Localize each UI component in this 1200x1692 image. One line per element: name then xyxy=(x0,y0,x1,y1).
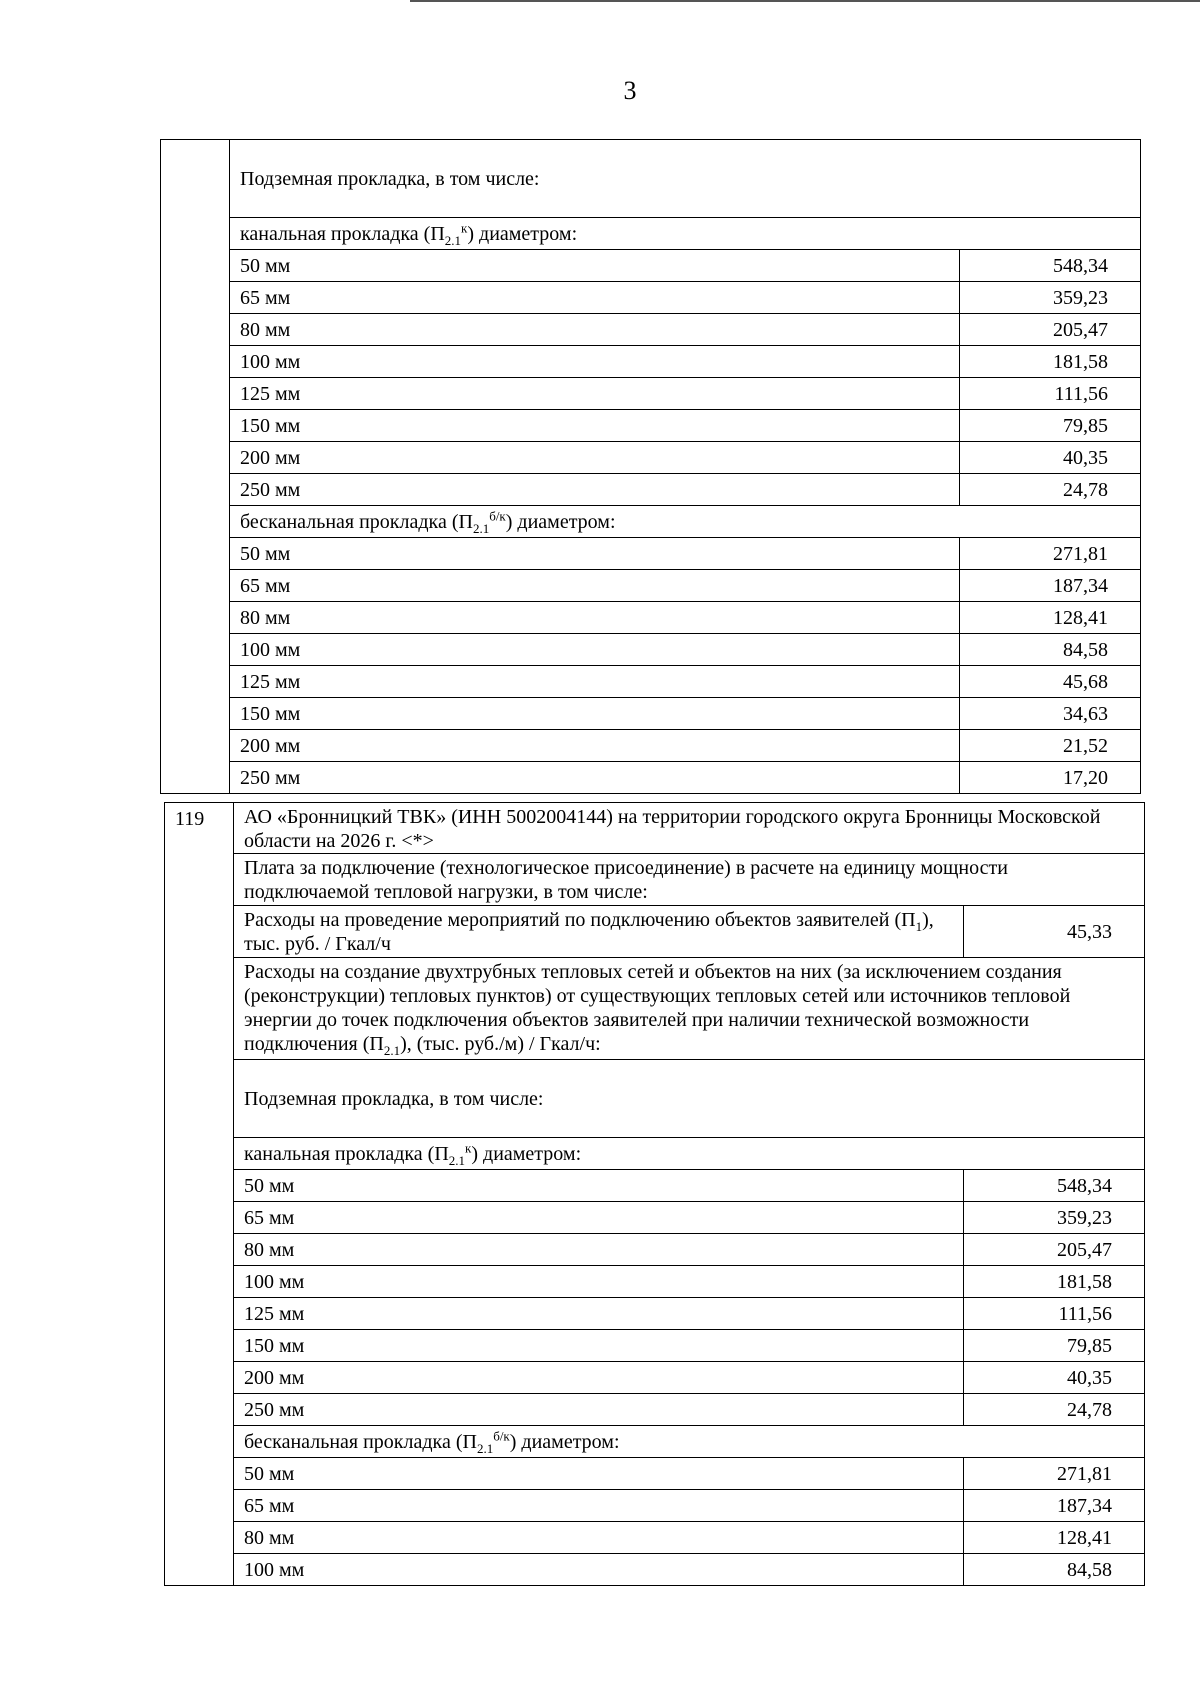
diameter-cell: 250 мм xyxy=(234,1394,964,1426)
scan-edge-line xyxy=(410,0,1200,2)
diameter-cell: 65 мм xyxy=(230,570,960,602)
diameter-cell: 125 мм xyxy=(230,666,960,698)
underground-header: Подземная прокладка, в том числе: xyxy=(230,140,1141,218)
value-cell: 205,47 xyxy=(960,314,1141,346)
diameter-cell: 65 мм xyxy=(234,1490,964,1522)
diameter-cell: 50 мм xyxy=(230,538,960,570)
diameter-cell: 150 мм xyxy=(230,410,960,442)
diameter-cell: 50 мм xyxy=(230,250,960,282)
table-row xyxy=(161,634,1141,666)
value-cell: 181,58 xyxy=(964,1266,1145,1298)
table-row xyxy=(161,698,1141,730)
diameter-cell: 250 мм xyxy=(230,474,960,506)
table-row xyxy=(161,570,1141,602)
table-row xyxy=(165,1554,1145,1586)
table-row xyxy=(161,410,1141,442)
value-cell: 21,52 xyxy=(960,730,1141,762)
value-cell: 84,58 xyxy=(960,634,1141,666)
p1-row xyxy=(165,906,1145,958)
diameter-cell: 125 мм xyxy=(230,378,960,410)
table-row xyxy=(161,762,1141,794)
table-row xyxy=(165,1330,1145,1362)
diameter-cell: 100 мм xyxy=(234,1554,964,1586)
table-row xyxy=(165,1266,1145,1298)
table-row xyxy=(165,1202,1145,1234)
value-cell: 24,78 xyxy=(964,1394,1145,1426)
value-cell: 45,68 xyxy=(960,666,1141,698)
fee-text-row xyxy=(165,854,1145,906)
channel-header-row xyxy=(165,1138,1145,1170)
underground-header-row xyxy=(161,140,1141,218)
fee-text: Плата за подключение (технологическое присоединение) в расчете на единицу мощности подключаемой тепловой нагрузки, в том числе: xyxy=(234,854,1145,906)
table-row xyxy=(161,378,1141,410)
value-cell: 187,34 xyxy=(964,1490,1145,1522)
table-row xyxy=(165,1362,1145,1394)
table-row xyxy=(165,1234,1145,1266)
org-title-row xyxy=(165,803,1145,854)
value-cell: 548,34 xyxy=(964,1170,1145,1202)
table-row xyxy=(161,730,1141,762)
value-cell: 128,41 xyxy=(964,1522,1145,1554)
value-cell: 111,56 xyxy=(964,1298,1145,1330)
diameter-cell: 150 мм xyxy=(230,698,960,730)
value-cell: 24,78 xyxy=(960,474,1141,506)
tariff-table-item-119 xyxy=(164,802,1145,1586)
diameter-cell: 200 мм xyxy=(230,730,960,762)
diameter-cell: 65 мм xyxy=(230,282,960,314)
p1-value: 45,33 xyxy=(964,906,1145,958)
diameter-cell: 80 мм xyxy=(234,1234,964,1266)
channelless-header: бесканальная прокладка $(П_{2.1}^{б/к})$ диаметром: xyxy=(230,506,1141,538)
item-number: 119 xyxy=(165,803,234,1586)
table-row xyxy=(165,1394,1145,1426)
tariff-table-continuation xyxy=(160,139,1141,794)
value-cell: 205,47 xyxy=(964,1234,1145,1266)
underground-header: Подземная прокладка, в том числе: xyxy=(234,1060,1145,1138)
table-row xyxy=(161,602,1141,634)
diameter-cell: 100 мм xyxy=(230,346,960,378)
diameter-cell: 50 мм xyxy=(234,1170,964,1202)
diameter-cell: 80 мм xyxy=(234,1522,964,1554)
table-row xyxy=(165,1170,1145,1202)
diameter-cell: 100 мм xyxy=(230,634,960,666)
value-cell: 79,85 xyxy=(964,1330,1145,1362)
diameter-cell: 100 мм xyxy=(234,1266,964,1298)
channelless-header: бесканальная прокладка $(П_{2.1}^{б/к})$ диаметром: xyxy=(234,1426,1145,1458)
value-cell: 111,56 xyxy=(960,378,1141,410)
value-cell: 17,20 xyxy=(960,762,1141,794)
value-cell: 181,58 xyxy=(960,346,1141,378)
table-row xyxy=(165,1490,1145,1522)
table-row xyxy=(165,1522,1145,1554)
value-cell: 271,81 xyxy=(960,538,1141,570)
value-cell: 40,35 xyxy=(964,1362,1145,1394)
table-row xyxy=(161,442,1141,474)
value-cell: 359,23 xyxy=(960,282,1141,314)
diameter-cell: 80 мм xyxy=(230,314,960,346)
value-cell: 79,85 xyxy=(960,410,1141,442)
number-cell-empty xyxy=(161,140,230,794)
value-cell: 359,23 xyxy=(964,1202,1145,1234)
table-row xyxy=(161,474,1141,506)
value-cell: 34,63 xyxy=(960,698,1141,730)
value-cell: 548,34 xyxy=(960,250,1141,282)
channel-header-row xyxy=(161,218,1141,250)
diameter-cell: 65 мм xyxy=(234,1202,964,1234)
value-cell: 128,41 xyxy=(960,602,1141,634)
table-row xyxy=(161,666,1141,698)
p21-text: Расходы на создание двухтрубных тепловых сетей и объектов на них (за исключением создания (реконструкции) тепловых пунктов) от существующих тепловых сетей или источников тепловой энергии до точек подключения объектов заявителей при наличии технической возможности подключения $(П_{2.1})$, (тыс. руб./м) / Гкал/ч: xyxy=(234,958,1145,1060)
table-row xyxy=(165,1458,1145,1490)
diameter-cell: 80 мм xyxy=(230,602,960,634)
diameter-cell: 125 мм xyxy=(234,1298,964,1330)
org-title: АО «Бронницкий ТВК» (ИНН 5002004144) на территории городского округа Бронницы Московской области на 2026 г. <*> xyxy=(234,803,1145,854)
channelless-header-row xyxy=(161,506,1141,538)
channel-header: канальная прокладка $(П_{2.1}^к)$ диаметром: xyxy=(234,1138,1145,1170)
table-row xyxy=(161,314,1141,346)
value-cell: 187,34 xyxy=(960,570,1141,602)
table-row xyxy=(161,346,1141,378)
diameter-cell: 250 мм xyxy=(230,762,960,794)
page-number: 3 xyxy=(623,76,637,105)
table-row xyxy=(161,538,1141,570)
value-cell: 84,58 xyxy=(964,1554,1145,1586)
diameter-cell: 150 мм xyxy=(234,1330,964,1362)
value-cell: 40,35 xyxy=(960,442,1141,474)
diameter-cell: 200 мм xyxy=(234,1362,964,1394)
value-cell: 271,81 xyxy=(964,1458,1145,1490)
channel-header: канальная прокладка $(П_{2.1}^к)$ диаметром: xyxy=(230,218,1141,250)
diameter-cell: 50 мм xyxy=(234,1458,964,1490)
channelless-header-row xyxy=(165,1426,1145,1458)
diameter-cell: 200 мм xyxy=(230,442,960,474)
table-row xyxy=(161,250,1141,282)
underground-header-row xyxy=(165,1060,1145,1138)
table-row xyxy=(165,1298,1145,1330)
table-row xyxy=(161,282,1141,314)
p1-label: Расходы на проведение мероприятий по подключению объектов заявителей $(П_1)$, тыс. руб. / Гкал/ч xyxy=(234,906,964,958)
p21-row xyxy=(165,958,1145,1060)
